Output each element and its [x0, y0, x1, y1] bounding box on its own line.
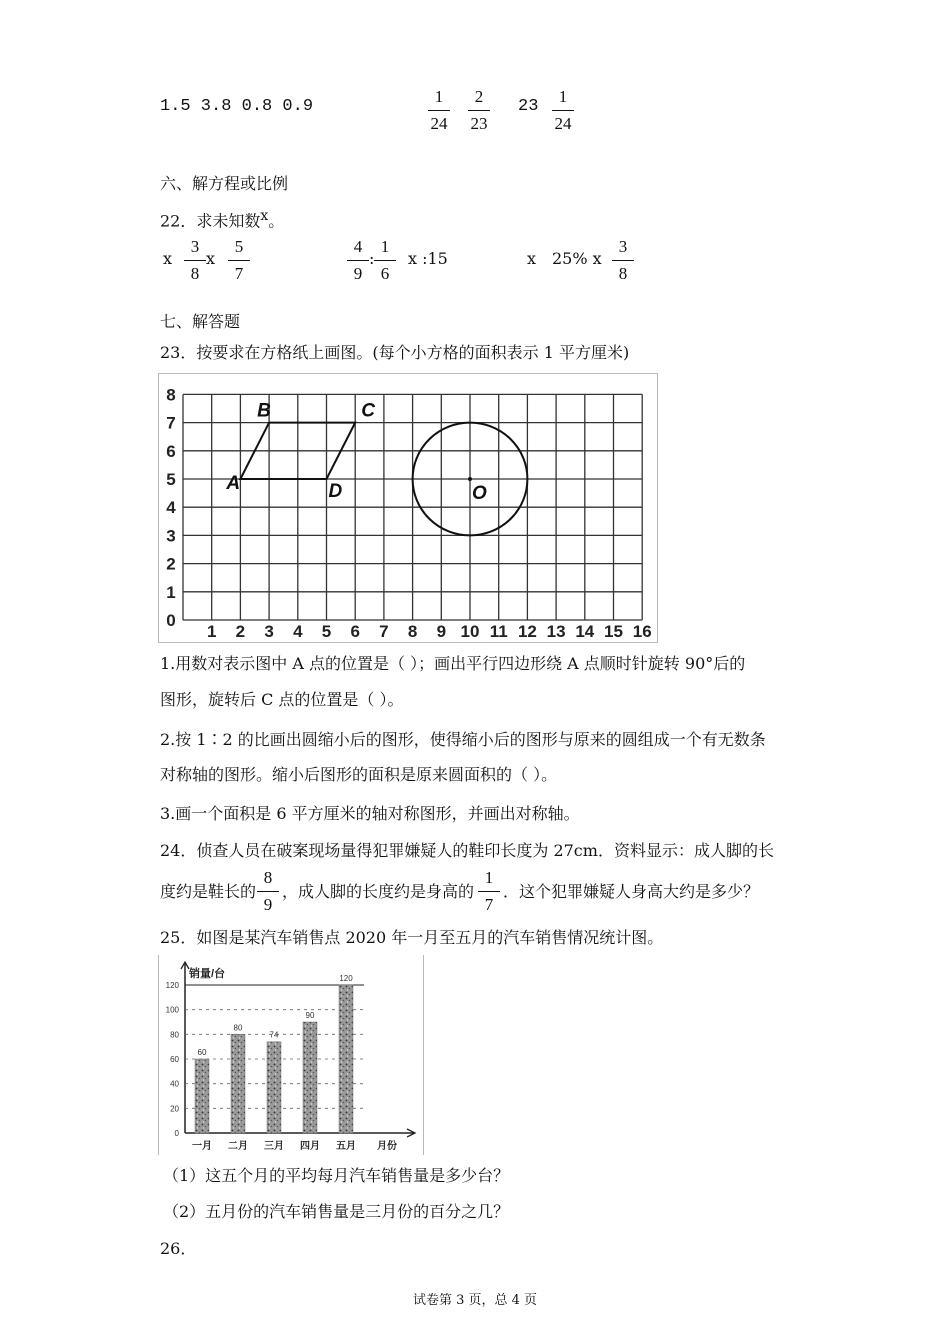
eq1-frac-5-7	[228, 236, 250, 285]
y-tick-label: 8	[166, 385, 176, 405]
question-22	[160, 205, 284, 232]
fraction-numerator: 1	[558, 87, 568, 106]
y-tick-label: 7	[166, 413, 176, 433]
fraction-denominator: 8	[190, 264, 200, 283]
question-24-line1: 24．侦查人员在破案现场量得犯罪嫌疑人的鞋印长度为 27cm．资料显示：成人脚的长	[160, 841, 774, 860]
x-tick-label: 3	[264, 622, 274, 641]
y-tick-label: 0	[174, 1129, 179, 1138]
page-footer: 试卷第 3 页，总 4 页	[412, 1293, 538, 1308]
y-axis-title: 销量/台	[189, 968, 226, 980]
question-26: 26．	[160, 1239, 197, 1258]
x-tick-label: 8	[407, 622, 418, 641]
fraction-denominator: 9	[353, 264, 363, 283]
eq2-frac-1-6	[374, 236, 396, 285]
x-tick-label: 9	[436, 622, 447, 641]
question-24-line2a: 度约是鞋长的	[160, 882, 257, 901]
question-25: 25．如图是某汽车销售点 2020 年一月至五月的汽车销售情况统计图。	[160, 928, 664, 947]
x-tick-label: 15	[604, 622, 623, 641]
x-tick-label: 14	[575, 622, 595, 641]
eq1-x: x	[163, 249, 173, 268]
x-tick-label: 13	[546, 622, 566, 641]
q24-frac-1-7	[478, 867, 500, 916]
fraction-numerator: 1	[434, 87, 444, 106]
question-23-part1-line1: 1.用数对表示图中 A 点的位置是（ ）；画出平行四边形绕 A 点顺时针旋转 90°后的	[160, 654, 746, 673]
fraction-numerator: 1	[484, 868, 494, 887]
y-tick-label: 1	[166, 582, 176, 602]
bar-data-label: 80	[233, 1023, 243, 1033]
grid-figure	[158, 373, 658, 643]
bar-data-label: 74	[269, 1030, 279, 1040]
y-tick-label: 2	[166, 554, 176, 574]
eq2-frac-4-9	[347, 236, 369, 285]
point-label-a: A	[226, 473, 241, 494]
fraction-numerator: 3	[618, 237, 628, 256]
bar-chart	[159, 955, 423, 1155]
fraction-denominator: 24	[430, 114, 448, 133]
bar-5	[339, 985, 353, 1133]
fraction-numerator: 1	[380, 237, 390, 256]
y-tick-label: 40	[170, 1079, 179, 1089]
fraction-denominator: 7	[484, 895, 494, 914]
question-24-line2c: ．这个犯罪嫌疑人身高大约是多少？	[503, 882, 760, 901]
fraction-1-24-b	[552, 86, 574, 135]
x-category-label: 四月	[300, 1141, 320, 1152]
x-tick-label: 1	[206, 622, 217, 641]
fraction-denominator: 9	[263, 895, 273, 914]
bar-2	[231, 1034, 245, 1133]
question-22-text: 22．求未知数	[160, 211, 261, 231]
fraction-numerator: 8	[263, 868, 273, 887]
y-tick-label: 80	[170, 1030, 179, 1040]
fraction-numerator: 3	[190, 237, 200, 256]
x-category-label: 五月	[336, 1141, 356, 1152]
x-tick-label: 11	[489, 622, 508, 641]
x-tick-label: 6	[350, 622, 360, 641]
eq1-frac-3-8	[184, 236, 206, 285]
bar-4	[303, 1022, 317, 1133]
x-category-label: 三月	[264, 1141, 284, 1152]
question-25-part1: （1）这五个月的平均每月汽车销售量是多少台？	[163, 1166, 510, 1185]
question-22-end: 。	[268, 211, 285, 231]
eq3-frac-3-8	[612, 236, 634, 285]
y-tick-label: 4	[166, 498, 176, 518]
bar-3	[267, 1042, 281, 1133]
circle-center-dot	[468, 477, 472, 481]
decimal-numbers: 1.5 3.8 0.8 0.9	[160, 97, 314, 116]
bar-data-label: 60	[197, 1048, 207, 1057]
section-7-title: 七、解答题	[160, 312, 241, 331]
y-tick-label: 100	[165, 1005, 179, 1015]
eq3-x: x	[527, 249, 537, 268]
integer-23: 23	[518, 97, 539, 116]
eq2-rest: x :15	[408, 249, 448, 268]
y-tick-label: 120	[165, 981, 179, 990]
question-24-line2b: ，成人脚的长度约是身高的	[282, 882, 475, 901]
eq3-percent: 25% x	[552, 249, 602, 268]
question-25-part2: （2）五月份的汽车销售量是三月份的百分之几？	[163, 1202, 510, 1221]
eq2-colon: :	[369, 249, 375, 268]
y-tick-label: 6	[166, 441, 176, 461]
y-tick-label: 3	[166, 526, 176, 546]
x-category-label: 一月	[192, 1141, 212, 1152]
bar-data-label: 120	[339, 974, 353, 983]
y-tick-label: 5	[166, 470, 176, 489]
fraction-denominator: 8	[618, 264, 628, 283]
x-tick-label: 7	[379, 622, 389, 641]
fraction-denominator: 6	[380, 264, 390, 283]
point-label-c: C	[361, 400, 375, 422]
y-tick-label: 60	[170, 1055, 179, 1064]
question-23-part1-line2: 图形，旋转后 C 点的位置是（ ）。	[160, 690, 404, 709]
fraction-denominator: 7	[234, 264, 244, 283]
question-23-part2-line1: 2.按 1∶2 的比画出圆缩小后的图形，使得缩小后的图形与原来的圆组成一个有无数条	[160, 730, 766, 749]
eq1-mid-x: x	[206, 249, 216, 268]
question-22-var: x	[260, 208, 269, 224]
x-tick-label: 5	[321, 622, 332, 641]
x-tick-label: 2	[235, 622, 246, 641]
q24-frac-8-9	[257, 867, 279, 916]
x-tick-label: 4	[293, 622, 303, 641]
fraction-1-24	[428, 86, 450, 135]
question-23-part2-line2: 对称轴的图形。缩小后图形的面积是原来圆面积的（ ）。	[160, 765, 558, 784]
point-label-d: D	[328, 481, 343, 502]
x-category-label: 二月	[228, 1141, 248, 1152]
bar-data-label: 90	[305, 1011, 315, 1020]
question-23: 23．按要求在方格纸上画图。(每个小方格的面积表示 1 平方厘米)	[160, 343, 630, 362]
y-tick-label: 20	[170, 1104, 179, 1114]
x-tick-label: 16	[632, 622, 652, 641]
x-tick-label: 10	[460, 622, 480, 641]
bar-chart-figure	[158, 955, 424, 1155]
circle-center-label: O	[472, 483, 487, 504]
fraction-2-23	[468, 86, 490, 135]
x-tick-label: 12	[517, 622, 537, 641]
fraction-numerator: 2	[474, 87, 484, 106]
fraction-numerator: 4	[353, 237, 363, 256]
point-label-b: B	[257, 400, 271, 422]
fraction-denominator: 23	[470, 114, 488, 133]
coordinate-grid	[159, 374, 657, 642]
section-6-title: 六、解方程或比例	[160, 174, 289, 193]
fraction-numerator: 5	[234, 237, 244, 256]
question-23-part3: 3.画一个面积是 6 平方厘米的轴对称图形，并画出对称轴。	[160, 804, 580, 823]
y-tick-label: 0	[166, 611, 176, 630]
fraction-denominator: 24	[554, 114, 572, 133]
bar-1	[195, 1059, 209, 1133]
x-axis-title: 月份	[377, 1141, 397, 1152]
